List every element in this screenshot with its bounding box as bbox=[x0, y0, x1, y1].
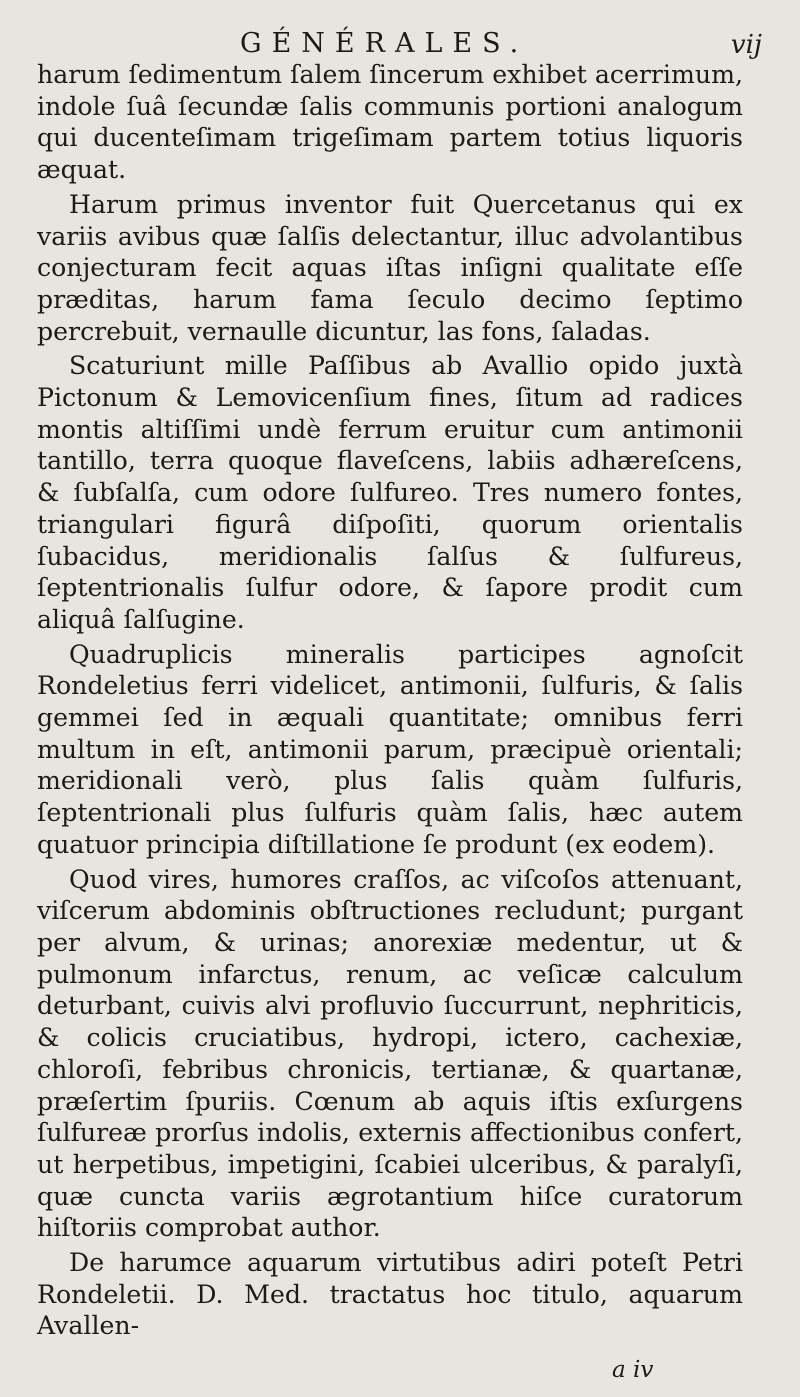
page-header bbox=[0, 22, 800, 62]
body-text bbox=[37, 59, 743, 1342]
paragraph-quercetanus: Harum primus inventor fuit Quercetanus qui ex variis avibus quæ ſalſis delectantur, illuc advolantibus conjecturam fecit aquas iſtas inſigni qualitate eſſe præditas, harum fama ſeculo decimo ſeptimo percrebuit, vernaulle dicuntur, las fons, ſaladas. bbox=[37, 189, 743, 346]
paragraph-continuation: harum ſedimentum ſalem ſincerum exhibet acerrimum, indole ſuâ ſecundæ ſalis communis portioni analogum qui ducenteſimam trigeſimam partem totius liquoris æquat. bbox=[37, 60, 743, 185]
paragraph-vires: Quod vires, humores craſſos, ac viſcoſos attenuant, viſcerum abdominis obſtructiones recludunt; purgant per alvum, & urinas; anorexiæ medentur, ut & pulmonum infarctus, renum, ac veſicæ calculum deturbant, cuivis alvi profluvio ſuccurrunt, nephriticis, & colicis cruciatibus, hydropi, ictero, cachexiæ, chloroſi, febribus chronicis, tertianæ, & quartanæ, præſertim ſpuriis. Cœnum ab aquis iſtis exſurgens ſulfureæ prorſus indolis, externis affectionibus confert, ut herpetibus, impetigini, ſcabiei ulceribus, & paralyſi, quæ cuncta variis ægrotantium hiſce curatorum hiſtoriis comprobat author. bbox=[37, 864, 743, 1243]
running-head: GÉNÉRALES. bbox=[240, 28, 529, 59]
signature-mark: a iv bbox=[612, 1357, 654, 1383]
folio-number: vij bbox=[730, 30, 762, 60]
paragraph-scaturiunt: Scaturiunt mille Paſſibus ab Avallio opido juxtà Pictonum & Lemovicenſium fines, ſitum ad radices montis altiſſimi undè ferrum eruitur cum antimonii tantillo, terra quoque flaveſcens, labiis adhæreſcens, & ſubſalſa, cum odore ſulfureo. Tres numero fontes, triangulari figurâ diſpoſiti, quorum orientalis ſubacidus, meridionalis ſalſus & ſulfureus, ſeptentrionalis ſulfur odore, & ſapore prodit cum aliquâ ſalſugine. bbox=[37, 351, 743, 634]
paragraph-rondeletius: De harumce aquarum virtutibus adiri poteſt Petri Rondeletii. D. Med. tractatus hoc titulo, aquarum Avallen- bbox=[37, 1248, 743, 1341]
paragraph-quadruplicis: Quadruplicis mineralis participes agnoſcit Rondeletius ferri videlicet, antimonii, ſulfuris, & ſalis gemmei ſed in æquali quantitate; omnibus ferri multum in eſt, antimonii parum, præcipuè orientali; meridionali verò, plus ſalis quàm ſulfuris, ſeptentrionali plus ſulfuris quàm ſalis, hæc autem quatuor principia diſtillatione ſe produnt (ex eodem). bbox=[37, 639, 743, 859]
